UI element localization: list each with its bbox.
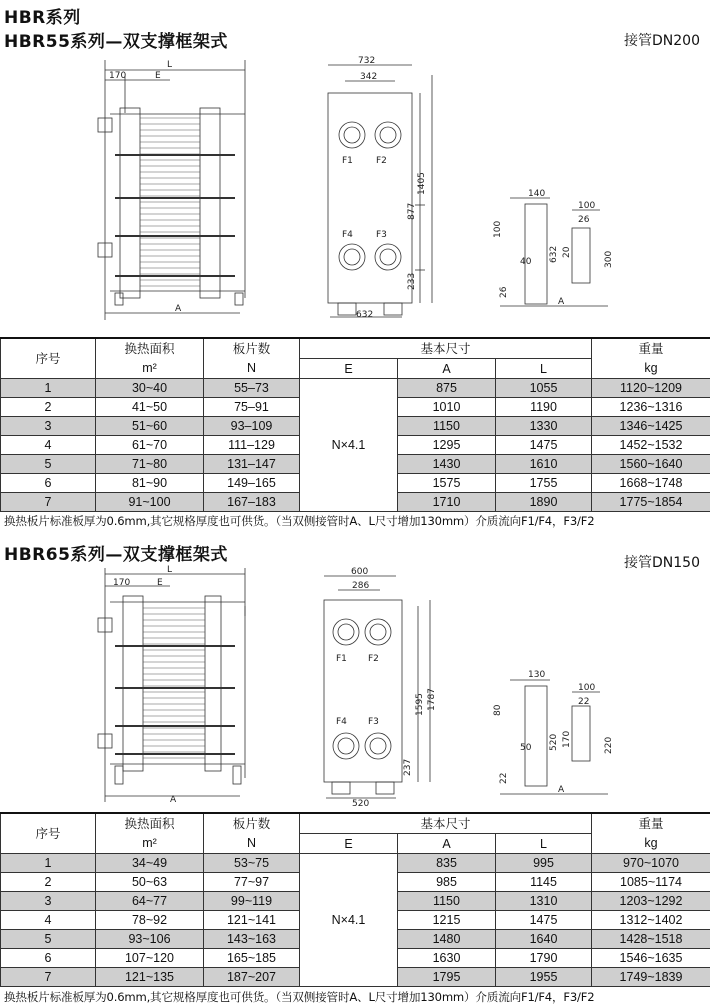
dim-1405: 1405 [417, 172, 427, 195]
dim-A: A [175, 304, 182, 314]
cell-L: 1640 [496, 930, 592, 949]
cell-plates: 149–165 [204, 474, 300, 493]
cell-A: 1150 [398, 417, 496, 436]
cell-plates: 77~97 [204, 873, 300, 892]
cell-L: 1890 [496, 493, 592, 512]
header-area-unit: m² [96, 834, 204, 854]
cell-L: 1475 [496, 911, 592, 930]
dim-170: 170 [109, 71, 127, 81]
cell-plates: 167–183 [204, 493, 300, 512]
dim-1595: 1595 [415, 693, 425, 716]
cell-plates: 93–109 [204, 417, 300, 436]
cell-area: 71~80 [96, 455, 204, 474]
cell-area: 91~100 [96, 493, 204, 512]
dim-22b: 22 [499, 772, 509, 784]
header-area-unit: m² [96, 359, 204, 379]
cell-area: 30~40 [96, 379, 204, 398]
dim-520-foot: 520 [549, 733, 559, 751]
dim-40: 40 [520, 257, 532, 267]
header-plates-unit: N [204, 834, 300, 854]
cell-no: 1 [1, 854, 96, 873]
foot-detail-drawing [490, 666, 620, 800]
spec-table [0, 337, 710, 512]
cell-L: 1330 [496, 417, 592, 436]
dim-A-foot: A [558, 785, 565, 795]
cell-weight: 1668~1748 [592, 474, 710, 493]
header-weight-unit: kg [592, 359, 710, 379]
dim-600: 600 [351, 567, 369, 577]
cell-weight: 1312~1402 [592, 911, 710, 930]
cell-L: 1310 [496, 892, 592, 911]
cell-weight: 1775~1854 [592, 493, 710, 512]
header-E: E [300, 834, 398, 854]
cell-A: 835 [398, 854, 496, 873]
cell-weight: 1560~1640 [592, 455, 710, 474]
cell-plates: 111–129 [204, 436, 300, 455]
dim-170: 170 [113, 578, 131, 588]
header-L: L [496, 834, 592, 854]
cell-no: 1 [1, 379, 96, 398]
cell-A: 1710 [398, 493, 496, 512]
port-F3: F3 [376, 230, 387, 240]
dim-300: 300 [604, 250, 614, 268]
port-F4: F4 [342, 230, 353, 240]
header-plates-unit: N [204, 359, 300, 379]
dim-A-foot: A [558, 297, 565, 307]
dim-100: 100 [578, 201, 596, 211]
cell-weight: 1546~1635 [592, 949, 710, 968]
cell-L: 1475 [496, 436, 592, 455]
cell-plates: 99~119 [204, 892, 300, 911]
dim-286: 286 [352, 581, 370, 591]
cell-area: 34~49 [96, 854, 204, 873]
dim-233: 233 [407, 272, 417, 290]
header-L: L [496, 359, 592, 379]
dim-632: 632 [356, 310, 374, 320]
dim-520: 520 [352, 799, 370, 809]
cell-no: 2 [1, 398, 96, 417]
dim-26b: 26 [499, 286, 509, 298]
pipe-size: 接管DN150 [624, 555, 700, 571]
header-basic: 基本尺寸 [300, 813, 592, 834]
dim-170: 170 [562, 730, 572, 748]
cell-no: 7 [1, 493, 96, 512]
dim-E: E [157, 578, 163, 588]
cell-no: 4 [1, 436, 96, 455]
header-area: 换热面积 [96, 813, 204, 834]
cell-A: 1630 [398, 949, 496, 968]
cell-A: 1215 [398, 911, 496, 930]
header-A: A [398, 834, 496, 854]
side-view-drawing [95, 566, 255, 806]
cell-A: 985 [398, 873, 496, 892]
cell-weight: 1085~1174 [592, 873, 710, 892]
cell-weight: 1428~1518 [592, 930, 710, 949]
cell-weight: 970~1070 [592, 854, 710, 873]
dim-100: 100 [578, 683, 596, 693]
header-E: E [300, 359, 398, 379]
cell-area: 50~63 [96, 873, 204, 892]
pipe-size: 接管DN200 [624, 33, 700, 49]
cell-L: 1055 [496, 379, 592, 398]
spec-table [0, 812, 710, 987]
cell-area: 93~106 [96, 930, 204, 949]
dim-237: 237 [403, 758, 413, 776]
cell-A: 875 [398, 379, 496, 398]
dim-1787: 1787 [427, 688, 437, 711]
cell-plates: 165~185 [204, 949, 300, 968]
header-plates: 板片数 [204, 813, 300, 834]
dim-E: E [155, 71, 161, 81]
header-weight: 重量 [592, 813, 710, 834]
cell-area: 51~60 [96, 417, 204, 436]
dim-26: 26 [578, 215, 590, 225]
cell-A: 1010 [398, 398, 496, 417]
dim-732: 732 [358, 56, 376, 66]
port-F3: F3 [368, 717, 379, 727]
cell-no: 4 [1, 911, 96, 930]
header-no: 序号 [1, 813, 96, 854]
port-F2: F2 [368, 654, 379, 664]
header-weight-unit: kg [592, 834, 710, 854]
cell-area: 61~70 [96, 436, 204, 455]
cell-no: 6 [1, 474, 96, 493]
header-basic: 基本尺寸 [300, 338, 592, 359]
footnote: 换热板片标准板厚为0.6mm,其它规格厚度也可供货。（当双侧接管时A、L尺寸增加130mm）介质流向F1/F4，F3/F2 [4, 990, 595, 1004]
cell-weight: 1346~1425 [592, 417, 710, 436]
cell-plates: 55–73 [204, 379, 300, 398]
port-F1: F1 [342, 156, 353, 166]
cell-plates: 131–147 [204, 455, 300, 474]
dim-22: 22 [578, 697, 590, 707]
table-row [1, 854, 710, 873]
cell-L: 995 [496, 854, 592, 873]
dim-20: 20 [562, 246, 572, 258]
header-A: A [398, 359, 496, 379]
cell-no: 6 [1, 949, 96, 968]
header-weight: 重量 [592, 338, 710, 359]
front-view-drawing [320, 55, 440, 323]
footnote: 换热板片标准板厚为0.6mm,其它规格厚度也可供货。（当双侧接管时A、L尺寸增加130mm）介质流向F1/F4，F3/F2 [4, 514, 595, 528]
cell-no: 3 [1, 892, 96, 911]
dim-50: 50 [520, 743, 532, 753]
cell-L: 1790 [496, 949, 592, 968]
cell-A: 1575 [398, 474, 496, 493]
series-header: HBR系列 [4, 8, 81, 28]
cell-area: 64~77 [96, 892, 204, 911]
cell-no: 5 [1, 930, 96, 949]
foot-detail-drawing [490, 188, 620, 314]
cell-E: N×4.1 [300, 379, 398, 512]
cell-no: 7 [1, 968, 96, 987]
dim-342: 342 [360, 72, 378, 82]
cell-L: 1610 [496, 455, 592, 474]
cell-weight: 1749~1839 [592, 968, 710, 987]
cell-A: 1480 [398, 930, 496, 949]
dim-A: A [170, 795, 177, 805]
cell-area: 41~50 [96, 398, 204, 417]
dim-220: 220 [604, 736, 614, 754]
port-F4: F4 [336, 717, 347, 727]
cell-L: 1955 [496, 968, 592, 987]
dim-100v: 100 [493, 220, 503, 238]
cell-area: 121~135 [96, 968, 204, 987]
cell-weight: 1203~1292 [592, 892, 710, 911]
port-F2: F2 [376, 156, 387, 166]
table-row [1, 379, 710, 398]
cell-plates: 53~75 [204, 854, 300, 873]
cell-plates: 121~141 [204, 911, 300, 930]
cell-weight: 1236~1316 [592, 398, 710, 417]
cell-L: 1145 [496, 873, 592, 892]
dim-877: 877 [407, 202, 417, 220]
cell-A: 1795 [398, 968, 496, 987]
cell-plates: 75–91 [204, 398, 300, 417]
section-title: HBR55系列—双支撑框架式 [4, 32, 228, 52]
cell-A: 1430 [398, 455, 496, 474]
dim-80v: 80 [493, 704, 503, 716]
cell-A: 1295 [398, 436, 496, 455]
cell-plates: 143~163 [204, 930, 300, 949]
front-view-drawing [318, 566, 438, 809]
header-plates: 板片数 [204, 338, 300, 359]
dim-130: 130 [528, 670, 546, 680]
cell-L: 1755 [496, 474, 592, 493]
section-title: HBR65系列—双支撑框架式 [4, 545, 228, 565]
port-F1: F1 [336, 654, 347, 664]
cell-area: 78~92 [96, 911, 204, 930]
side-view-drawing [95, 58, 255, 323]
cell-area: 107~120 [96, 949, 204, 968]
dim-140: 140 [528, 189, 546, 199]
cell-plates: 187~207 [204, 968, 300, 987]
header-no: 序号 [1, 338, 96, 379]
dim-L: L [167, 60, 173, 70]
cell-weight: 1120~1209 [592, 379, 710, 398]
cell-no: 3 [1, 417, 96, 436]
cell-no: 2 [1, 873, 96, 892]
cell-L: 1190 [496, 398, 592, 417]
cell-E: N×4.1 [300, 854, 398, 987]
cell-A: 1150 [398, 892, 496, 911]
dim-632-foot: 632 [549, 245, 559, 263]
cell-no: 5 [1, 455, 96, 474]
cell-area: 81~90 [96, 474, 204, 493]
dim-L: L [167, 565, 173, 575]
header-area: 换热面积 [96, 338, 204, 359]
cell-weight: 1452~1532 [592, 436, 710, 455]
